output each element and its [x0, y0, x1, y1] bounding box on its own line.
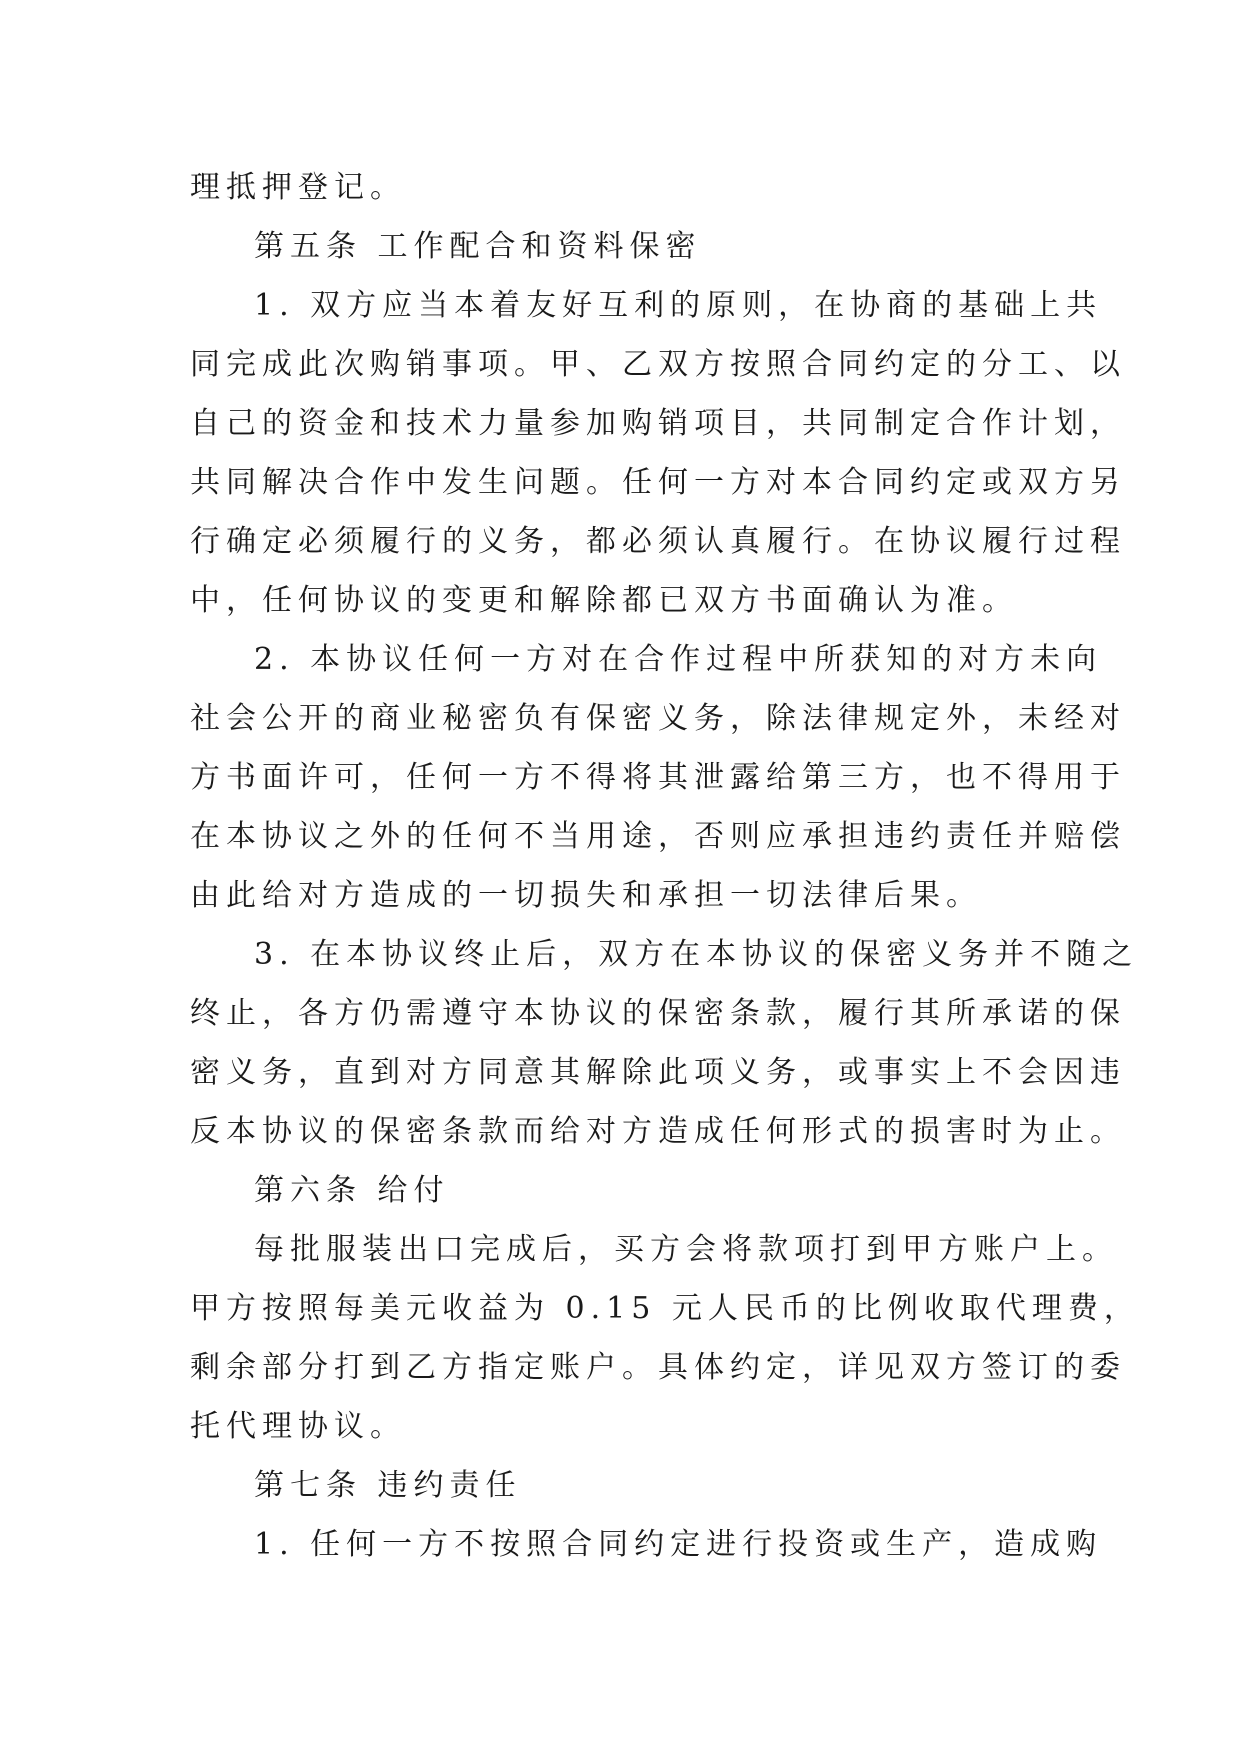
- article-7-heading: [190, 1456, 1080, 1515]
- text-line: 3. 在本协议终止后，双方在本协议的保密义务并不随之: [254, 937, 1139, 972]
- text-line: 第六条 给付: [254, 1173, 450, 1208]
- text-line: 同完成此次购销事项。甲、乙双方按照合同约定的分工、以: [190, 347, 1126, 382]
- document-body: [190, 158, 1140, 1574]
- article-7-clause-1: [190, 1515, 1103, 1574]
- article-6-body: [190, 1220, 1140, 1456]
- text-line: 共同解决合作中发生问题。任何一方对本合同约定或双方另: [190, 465, 1126, 500]
- text-line: 社会公开的商业秘密负有保密义务，除法律规定外，未经对: [190, 701, 1126, 736]
- text-line: 1. 任何一方不按照合同约定进行投资或生产，造成购: [254, 1527, 1103, 1562]
- text-line: 2. 本协议任何一方对在合作过程中所获知的对方未向: [254, 642, 1103, 677]
- text-line: 中，任何协议的变更和解除都已双方书面确认为准。: [190, 583, 1018, 618]
- paragraph-continuation: [190, 158, 1080, 217]
- text-line: 托代理协议。: [190, 1409, 406, 1444]
- text-line: 第五条 工作配合和资料保密: [254, 229, 702, 264]
- text-line: 方书面许可，任何一方不得将其泄露给第三方，也不得用于: [190, 760, 1126, 795]
- text-line: 理抵押登记。: [190, 170, 406, 205]
- text-line: 反本协议的保密条款而给对方造成任何形式的损害时为止。: [190, 1114, 1126, 1149]
- text-line: 剩余部分打到乙方指定账户。具体约定，详见双方签订的委: [190, 1350, 1126, 1385]
- article-5-clause-2: [190, 630, 1126, 925]
- text-line: 由此给对方造成的一切损失和承担一切法律后果。: [190, 878, 982, 913]
- article-5-clause-3: [190, 925, 1139, 1161]
- text-line: 在本协议之外的任何不当用途，否则应承担违约责任并赔偿: [190, 819, 1126, 854]
- text-line: 甲方按照每美元收益为 0.15 元人民币的比例收取代理费，: [190, 1291, 1140, 1326]
- text-line: 第七条 违约责任: [254, 1468, 522, 1503]
- text-line: 行确定必须履行的义务，都必须认真履行。在协议履行过程: [190, 524, 1126, 559]
- article-6-heading: [190, 1161, 1080, 1220]
- text-line: 终止，各方仍需遵守本协议的保密条款，履行其所承诺的保: [190, 996, 1126, 1031]
- text-line: 每批服装出口完成后，买方会将款项打到甲方账户上。: [254, 1232, 1118, 1267]
- text-line: 1. 双方应当本着友好互利的原则，在协商的基础上共: [254, 288, 1103, 323]
- text-line: 密义务，直到对方同意其解除此项义务，或事实上不会因违: [190, 1055, 1126, 1090]
- article-5-clause-1: [190, 276, 1126, 630]
- text-line: 自己的资金和技术力量参加购销项目，共同制定合作计划，: [190, 406, 1126, 441]
- article-5-heading: [190, 217, 1080, 276]
